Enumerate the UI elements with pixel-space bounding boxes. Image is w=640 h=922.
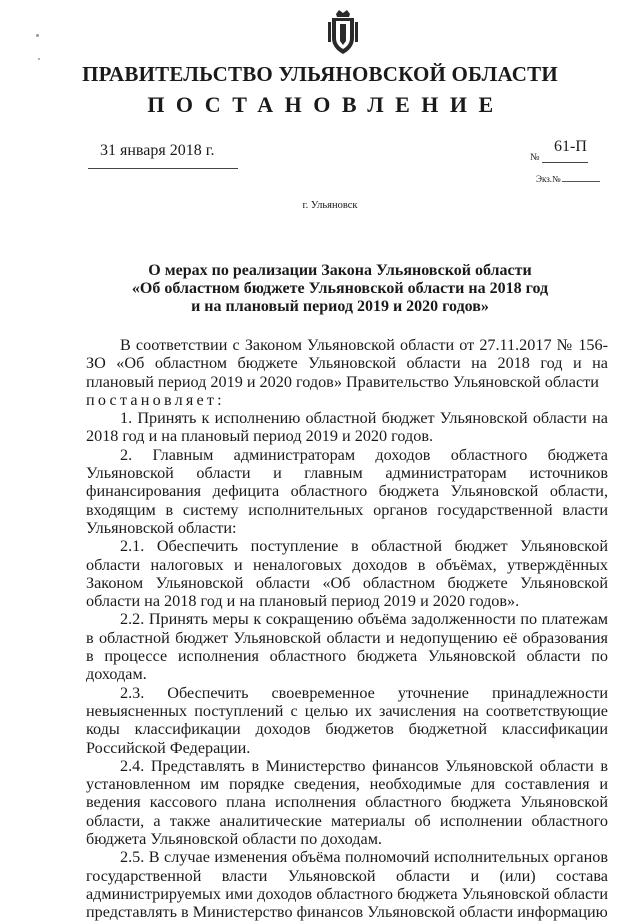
scan-speck [38,58,40,60]
heading-line: «Об областном бюджете Ульяновской области на 2018 год [131,280,549,297]
document-number [530,138,590,168]
paragraph-resolves: постановляет: [86,390,225,409]
scan-speck [36,34,39,37]
number-underline [542,162,588,163]
paragraph-2-1: 2.1. Обеспечить поступление в областной бюджет Ульяновской области налоговых и неналоговых доходов в объёмах, утверждённых Законом Ульяновской области «Об областном бюджете Ульяновской области на 2018 год и на плановый период 2019 и 2020 годов». [86,537,608,611]
paragraph-2: 2. Главным администраторам доходов областного бюджета Ульяновской области и главным администраторам источников финансирования дефицита областного бюджета Ульяновской области, входящим в систему исполнительных органов государственной власти Ульяновской области: [86,445,608,537]
copy-underline [562,181,600,182]
resolution-heading [80,262,600,316]
paragraph-2-2: 2.2. Принять меры к сокращению объёма задолженности по платежам в областной бюджет Ульяновской области и недопущению её образования в процессе исполнения областного бюджета Ульяновской области по доходам. [86,610,608,684]
coat-of-arms-icon [327,8,359,56]
heading-line: О мерах по реализации Закона Ульяновской области [148,262,532,279]
paragraph-1: 1. Принять к исполнению областной бюджет Ульяновской области на 2018 год и на плановый период 2019 и 2020 годов. [86,409,608,446]
copy-number [536,174,600,184]
government-title: ПРАВИТЕЛЬСТВО УЛЬЯНОВСКОЙ ОБЛАСТИ [82,62,558,86]
city: г. Ульяновск [302,200,358,211]
paragraph-2-4: 2.4. Представлять в Министерство финансов Ульяновской области в установленном им порядке сведения, необходимые для составления и ведения кассового плана исполнения областного бюджета Ульяновской области, а также аналитические материалы об исполнении областного бюджета Ульяновской области по доходам. [86,756,608,849]
document-date: 31 января 2018 г. [100,142,215,159]
heading-line: и на плановый период 2019 и 2020 годов» [191,298,489,315]
copy-label: Экз.№ [536,174,561,184]
paragraph-2-3: 2.3. Обеспечить своевременное уточнение принадлежности невыясненных поступлений с целью их зачисления на соответствующие коды классификации доходов бюджетов бюджетной классификации Российской Федерации. [86,683,608,757]
resolution-body [86,336,608,922]
number-value: 61-П [554,138,587,155]
paragraph-intro: В соответствии с Законом Ульяновской области от 27.11.2017 № 156-ЗО «Об областном бюджете Ульяновской области на 2018 год и на плановый период 2019 и 2020 годов» Правительство Ульяновской области [86,336,608,391]
document-type: ПОСТАНОВЛЕНИЕ [147,92,505,117]
paragraph-2-5: 2.5. В случае изменения объёма полномочий исполнительных органов государственной власти Ульяновской области и (или) состава администрируемых ими доходов областного бюджета Ульяновской области представлять в Министерство финансов Ульяновской области информацию [86,848,608,922]
date-underline [88,168,238,169]
number-sign: № [530,152,540,163]
